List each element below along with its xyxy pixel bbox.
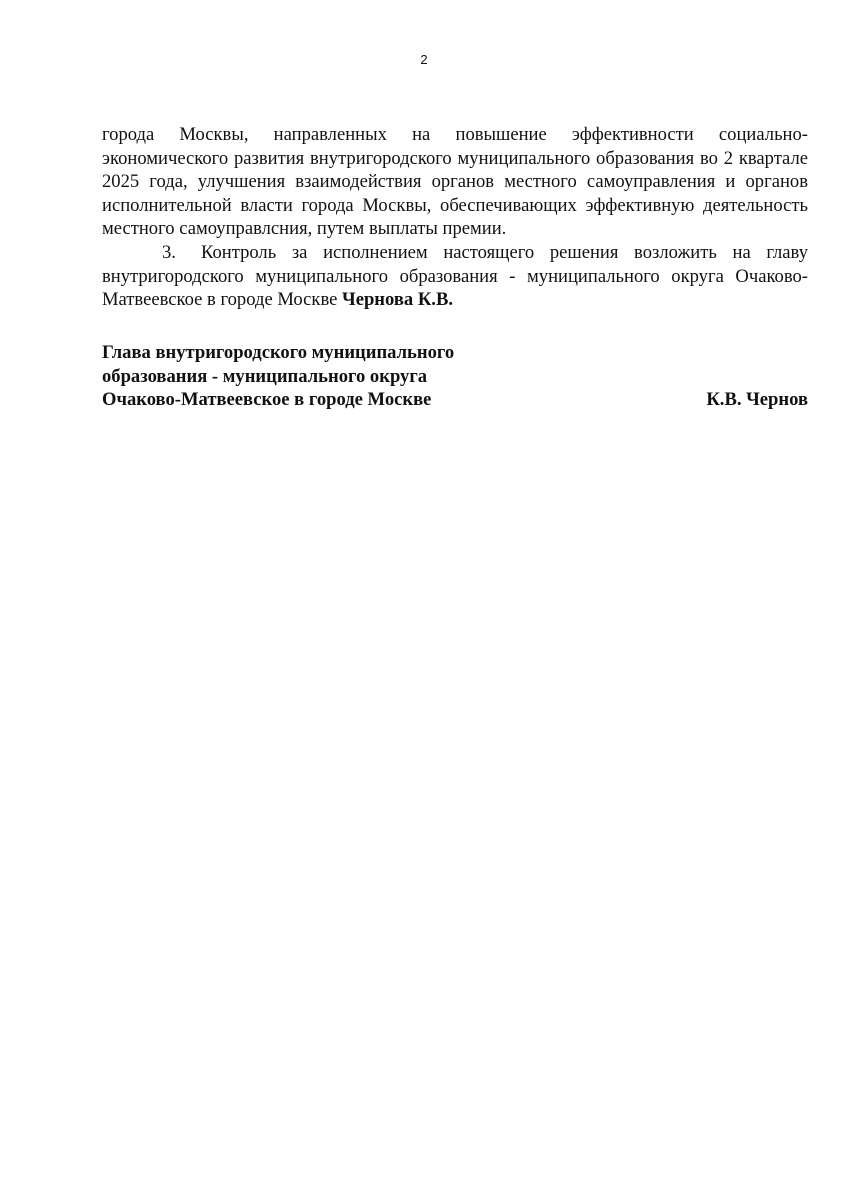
signature-title-line-3: Очаково-Матвеевское в городе Москве	[102, 389, 432, 411]
signature-block	[102, 341, 808, 412]
paragraph-item-3	[102, 241, 808, 312]
document-body	[102, 123, 808, 312]
signatory-name: К.В. Чернов	[706, 389, 808, 411]
page-number: 2	[420, 52, 428, 67]
paragraph-continuation: города Москвы, направленных на повышение эффективности социально-экономического развития внутригородского муниципального образования во 2 квартале 2025 года, улучшения взаимодействия органов местного самоуправления и органов исполнительной власти города Москвы, обеспечивающих эффективную деятельность местного самоуправлсния, путем выплаты премии.	[102, 124, 808, 240]
item-3-text: Контроль за исполнением настоящего решения возложить на главу внутригородского муниципального образования - муниципального округа Очаково-Матвеевское в городе Москве	[102, 241, 808, 311]
item-3-number: 3.	[162, 241, 176, 263]
item-3-responsible-name: Чернова К.В.	[342, 289, 454, 311]
signature-row	[102, 388, 808, 412]
signature-title-line-2: образования - муниципального округа	[102, 365, 428, 387]
signature-title-line-1: Глава внутригородского муниципального	[102, 342, 455, 363]
